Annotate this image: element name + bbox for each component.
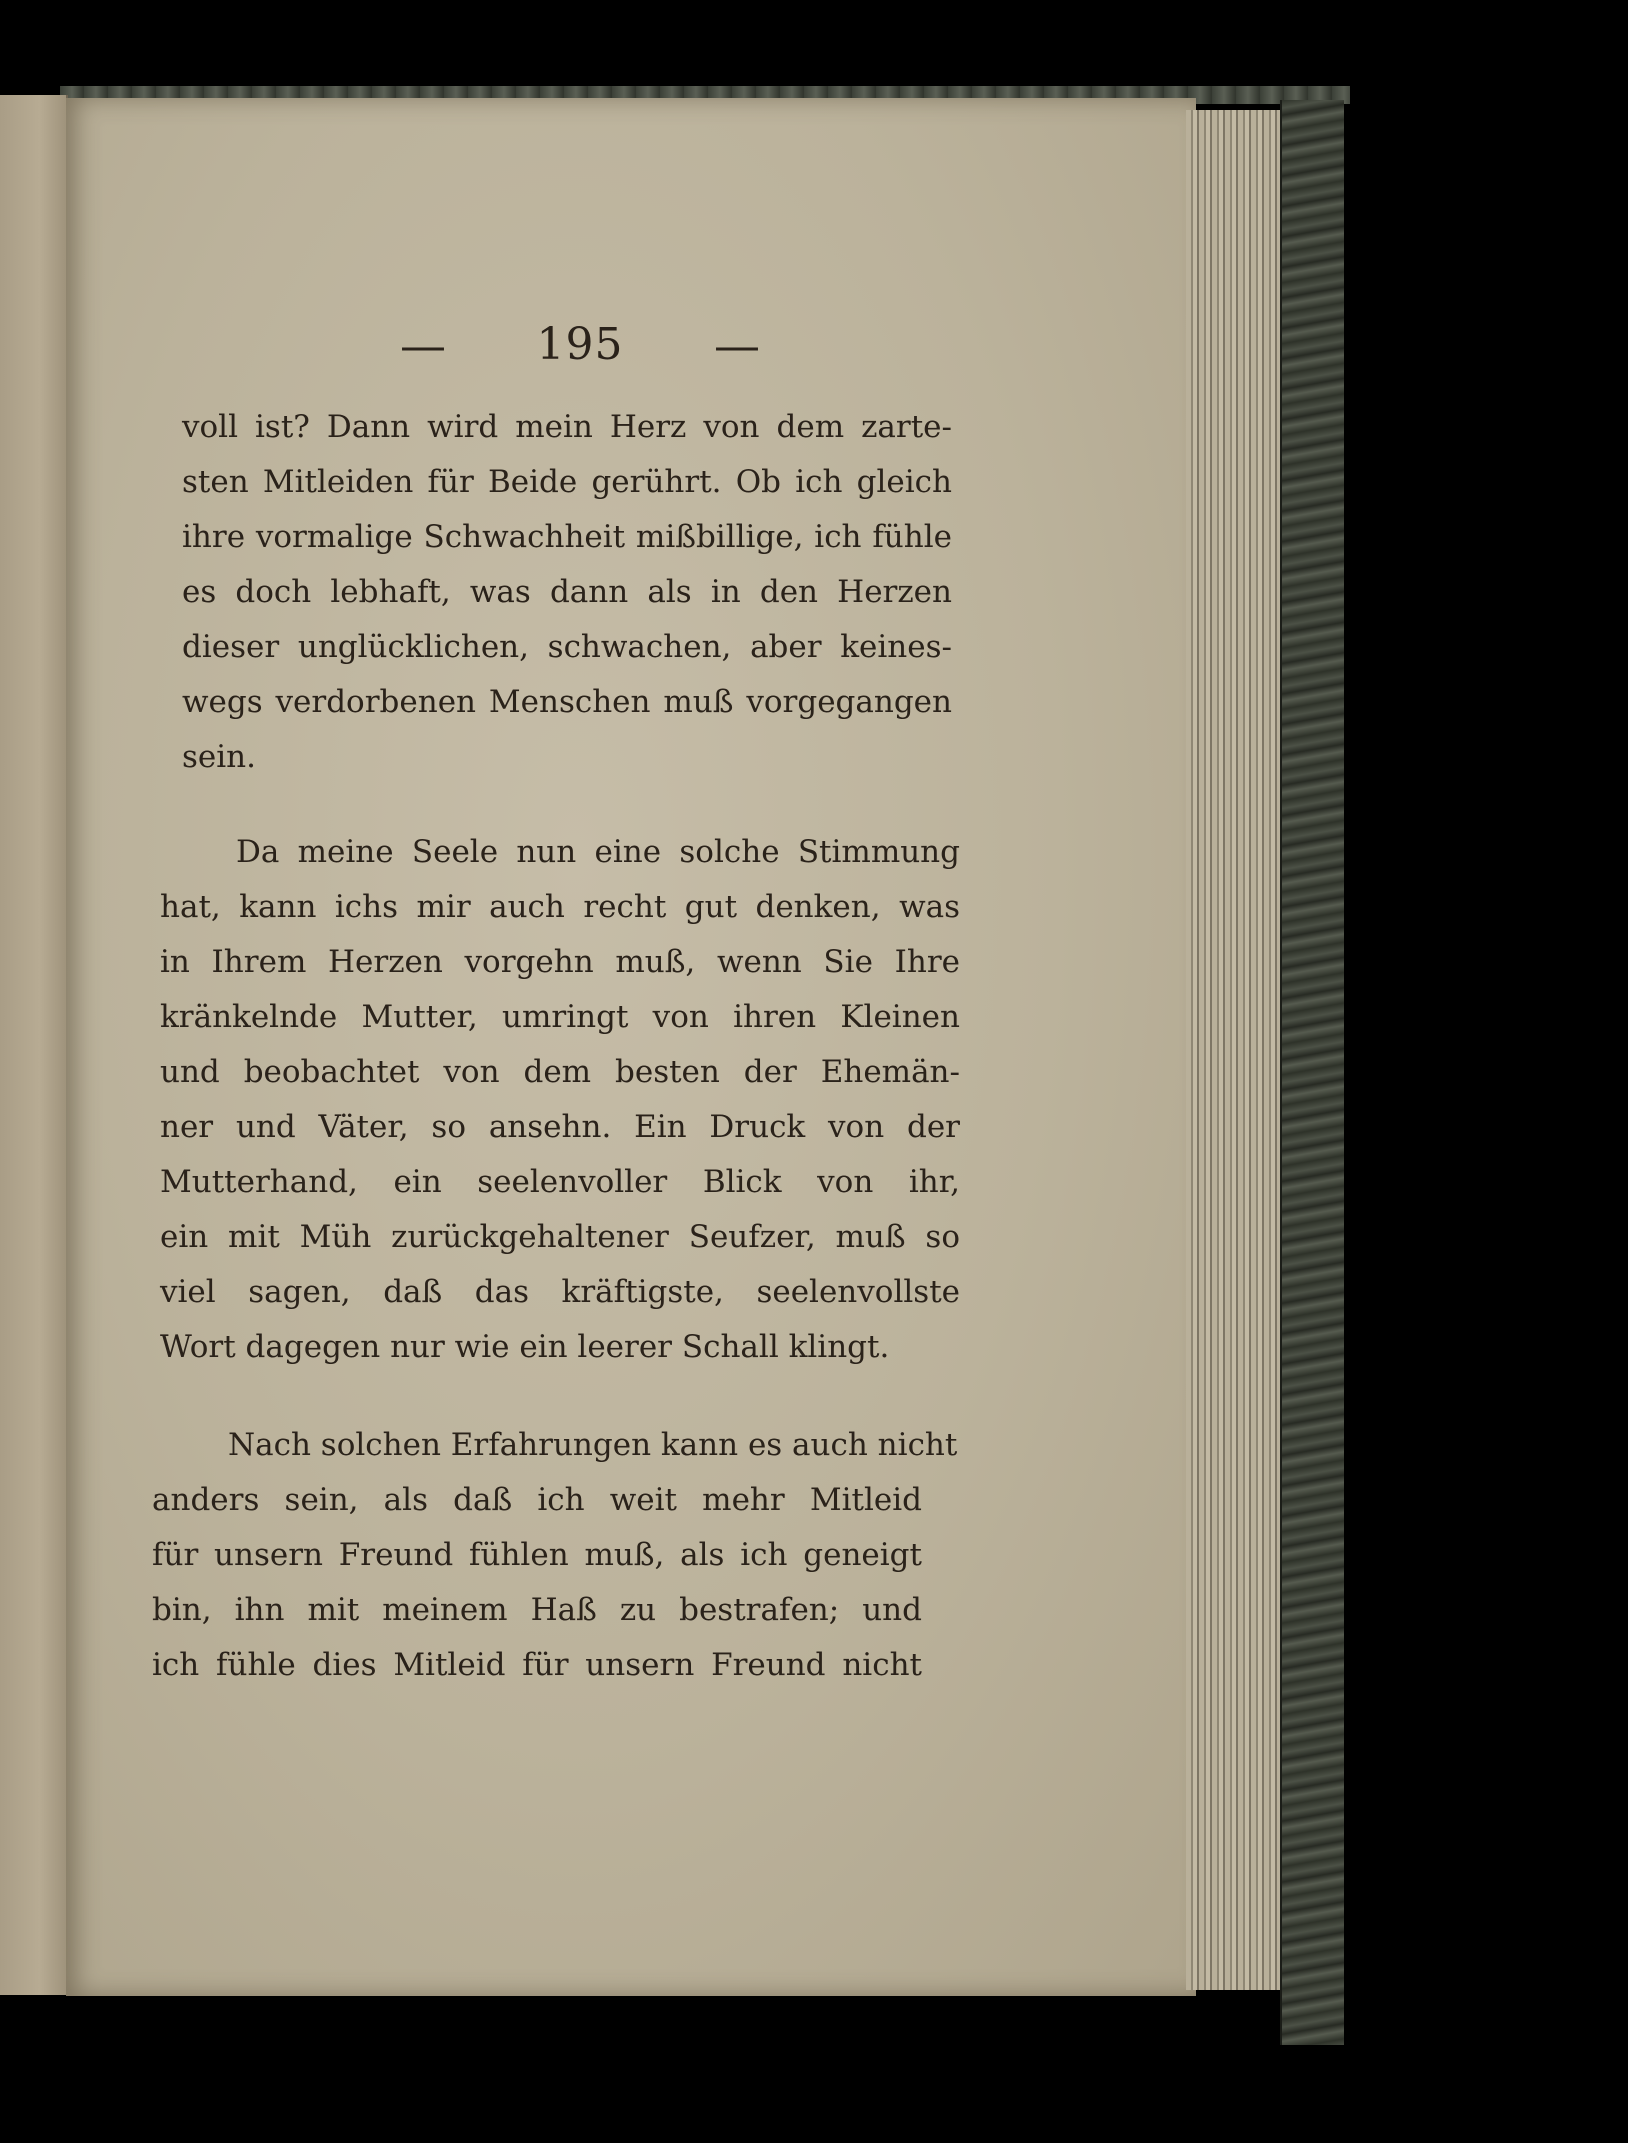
text-line: ich fühle dies Mitleid für unsern Freund nicht xyxy=(152,1647,922,1683)
text-line: Wort dagegen nur wie ein leerer Schall klingt. xyxy=(160,1329,890,1365)
header-dash-right: — xyxy=(713,318,760,372)
marbled-cover xyxy=(1280,100,1344,2045)
text-line: sein. xyxy=(182,739,256,775)
text-line: viel sagen, daß das kräftigste, seelenvollste xyxy=(160,1274,960,1310)
text-line: anders sein, als daß ich weit mehr Mitleid xyxy=(152,1482,922,1518)
text-line: hat, kann ichs mir auch recht gut denken, was xyxy=(160,889,960,925)
text-line: wegs verdorbenen Menschen muß vorgegangen xyxy=(182,684,952,720)
text-line: bin, ihn mit meinem Haß zu bestrafen; und xyxy=(152,1592,922,1628)
previous-page-edge xyxy=(0,95,68,1995)
paragraph-3 xyxy=(152,1418,958,1693)
header-dash-left: — xyxy=(400,318,446,372)
text-line: Mutterhand, ein seelenvoller Blick von ihr, xyxy=(160,1164,960,1200)
text-line: ein mit Müh zurückgehaltener Seufzer, muß so xyxy=(160,1219,960,1255)
page-edges xyxy=(1186,110,1282,1990)
text-line: ner und Väter, so ansehn. Ein Druck von der xyxy=(160,1109,960,1145)
paragraph-2 xyxy=(160,825,960,1375)
text-line: für unsern Freund fühlen muß, als ich geneigt xyxy=(152,1537,922,1573)
running-header xyxy=(400,318,760,372)
text-line: und beobachtet von dem besten der Ehemän- xyxy=(160,1054,960,1090)
text-line: ihre vormalige Schwachheit mißbillige, ich fühle xyxy=(182,519,952,555)
text-line: dieser unglücklichen, schwachen, aber keines- xyxy=(182,629,952,665)
paragraph-1 xyxy=(182,400,952,785)
text-line: sten Mitleiden für Beide gerührt. Ob ich gleich xyxy=(182,464,952,500)
text-line: es doch lebhaft, was dann als in den Herzen xyxy=(182,574,952,610)
text-line: voll ist? Dann wird mein Herz von dem zarte- xyxy=(182,409,952,445)
text-line: Nach solchen Erfahrungen kann es auch nicht xyxy=(228,1427,958,1463)
page-number: 195 xyxy=(536,319,624,370)
text-line: in Ihrem Herzen vorgehn muß, wenn Sie Ihre xyxy=(160,944,960,980)
text-line: kränkelnde Mutter, umringt von ihren Kleinen xyxy=(160,999,960,1035)
text-line: Da meine Seele nun eine solche Stimmung xyxy=(236,834,960,870)
